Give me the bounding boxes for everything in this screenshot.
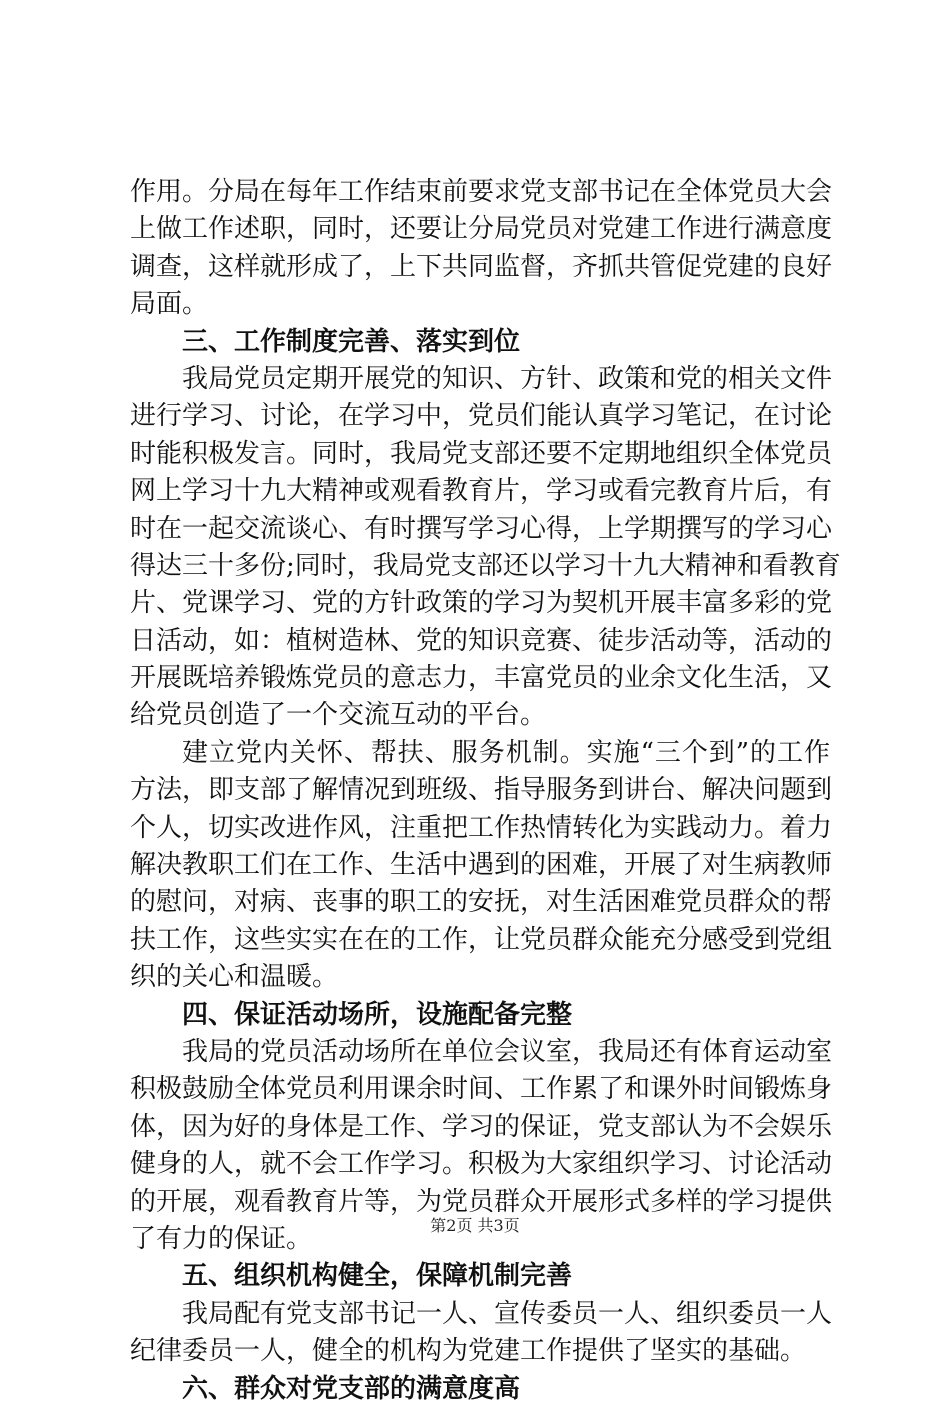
paragraph-line: 织的关心和温暖。 xyxy=(130,962,339,993)
section-heading: 三、工作制度完善、落实到位 xyxy=(182,326,521,357)
paragraph-line: 局面。 xyxy=(130,289,209,320)
paragraph-line: 时在一起交流谈心、有时撰写学习心得，上学期撰写的学习心 xyxy=(130,513,833,544)
paragraph-line: 我局党员定期开展党的知识、方针、政策和党的相关文件 xyxy=(182,363,833,394)
section-heading: 六、群众对党支部的满意度高 xyxy=(182,1373,521,1404)
paragraph-line: 我局配有党支部书记一人、宣传委员一人、组织委员一人 xyxy=(182,1298,833,1329)
paragraph-line: 解决教职工们在工作、生活中遇到的困难，开展了对生病教师 xyxy=(130,850,833,881)
paragraph-line: 作用。分局在每年工作结束前要求党支部书记在全体党员大会 xyxy=(130,177,833,207)
paragraph-line: 进行学习、讨论，在学习中，党员们能认真学习笔记，在讨论 xyxy=(130,401,833,432)
paragraph-line: 调查，这样就形成了，上下共同监督，齐抓共管促党建的良好 xyxy=(130,251,833,282)
section-heading: 五、组织机构健全，保障机制完善 xyxy=(182,1261,573,1292)
section-heading: 四、保证活动场所，设施配备完整 xyxy=(182,999,573,1030)
paragraph-line: 健身的人，就不会工作学习。积极为大家组织学习、讨论活动 xyxy=(130,1149,833,1180)
paragraph-line: 了有力的保证。 xyxy=(130,1223,313,1254)
paragraph-line: 纪律委员一人，健全的机构为党建工作提供了坚实的基础。 xyxy=(130,1336,807,1367)
paragraph-line: 的慰问，对病、丧事的职工的安抚，对生活困难党员群众的帮 xyxy=(130,887,833,918)
paragraph-line: 个人，切实改进作风，注重把工作热情转化为实践动力。着力 xyxy=(130,812,833,843)
paragraph-line: 时能积极发言。同时，我局党支部还要不定期地组织全体党员 xyxy=(130,438,833,469)
paragraph-line: 我局的党员活动场所在单位会议室，我局还有体育运动室 xyxy=(182,1036,833,1067)
paragraph-line: 体，因为好的身体是工作、学习的保证，党支部认为不会娱乐 xyxy=(130,1111,833,1142)
paragraph-line: 得达三十多份;同时，我局党支部还以学习十九大精神和看教育 xyxy=(130,550,841,581)
paragraph-line: 积极鼓励全体党员利用课余时间、工作累了和课外时间锻炼身 xyxy=(130,1074,833,1105)
paragraph-line: 扶工作，这些实实在在的工作，让党员群众能充分感受到党组 xyxy=(130,924,833,955)
paragraph-line: 网上学习十九大精神或观看教育片，学习或看完教育片后，有 xyxy=(130,476,833,507)
page-footer: 第2页 共3页 xyxy=(430,1216,520,1235)
paragraph-line: 给党员创造了一个交流互动的平台。 xyxy=(130,700,547,731)
paragraph-line: 建立党内关怀、帮扶、服务机制。实施“三个到”的工作 xyxy=(182,737,830,768)
paragraph-line: 的开展，观看教育片等，为党员群众开展形式多样的学习提供 xyxy=(130,1186,833,1217)
paragraph-line: 开展既培养锻炼党员的意志力，丰富党员的业余文化生活，又 xyxy=(130,663,833,694)
paragraph-line: 上做工作述职，同时，还要让分局党员对党建工作进行满意度 xyxy=(130,214,833,245)
paragraph-line: 日活动，如：植树造林、党的知识竞赛、徒步活动等，活动的 xyxy=(130,625,833,656)
paragraph-line: 方法，即支部了解情况到班级、指导服务到讲台、解决问题到 xyxy=(130,775,833,806)
paragraph-line: 片、党课学习、党的方针政策的学习为契机开展丰富多彩的党 xyxy=(130,588,833,619)
